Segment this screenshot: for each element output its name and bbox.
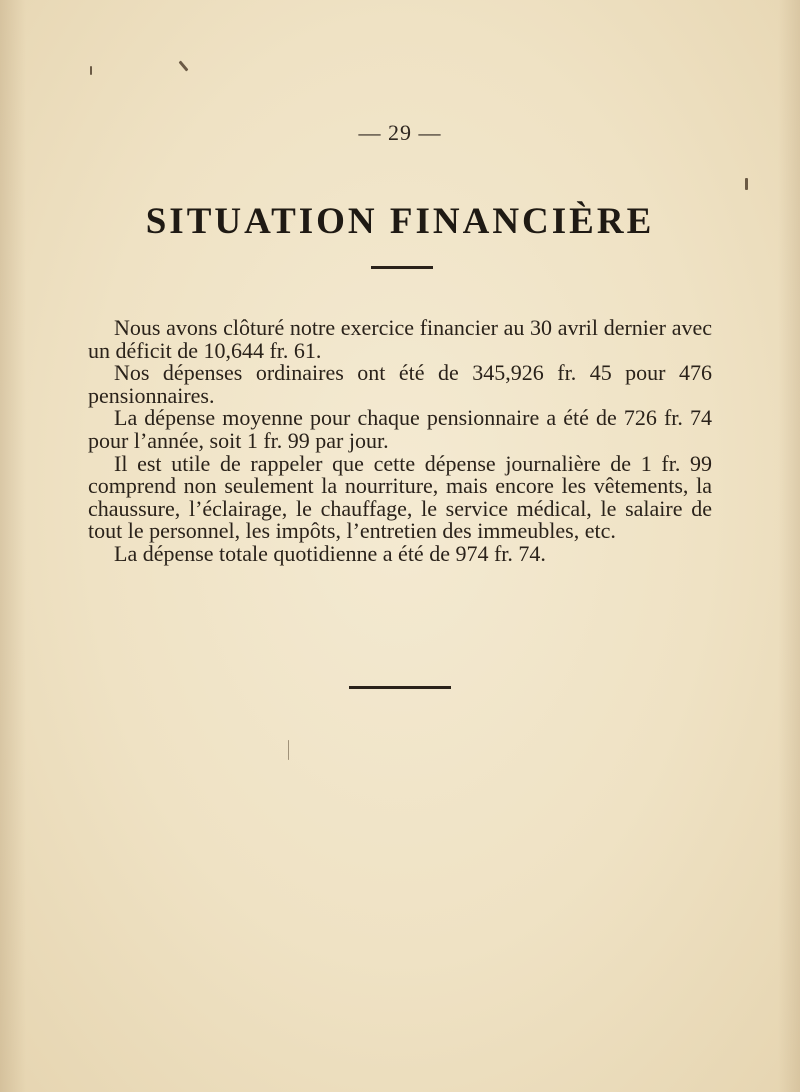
page-title: SITUATION FINANCIÈRE <box>145 201 655 242</box>
paragraph: La dépense moyenne pour chaque pensionnaire a été de 726 fr. 74 pour l’année, soit 1 fr. 99 par jour. <box>88 405 712 453</box>
title-divider <box>371 266 433 269</box>
paragraph: Nous avons clôturé notre exercice financier au 30 avril dernier avec un déficit de 10,644 fr. 61. <box>88 315 712 363</box>
ink-speck <box>288 740 289 760</box>
ink-speck <box>90 66 92 75</box>
paragraph: La dépense totale quotidienne a été de 974 fr. 74. <box>114 540 546 566</box>
ink-speck <box>745 178 748 190</box>
paragraph: Nos dépenses ordinaires ont été de 345,926 fr. 45 pour 476 pensionnaires. <box>88 360 712 408</box>
page-number: — 29 — <box>358 120 442 145</box>
ink-speck <box>178 60 188 71</box>
paragraph: Il est utile de rappeler que cette dépense journalière de 1 fr. 99 comprend non seulement la nourriture, mais encore les vêtements, la chaussure, l’éclairage, le chauffage, le service médical, le salaire de tout le personnel, les impôts, l’entretien des immeubles, etc. <box>88 450 712 544</box>
closing-divider <box>349 686 451 689</box>
body-text <box>88 317 712 566</box>
